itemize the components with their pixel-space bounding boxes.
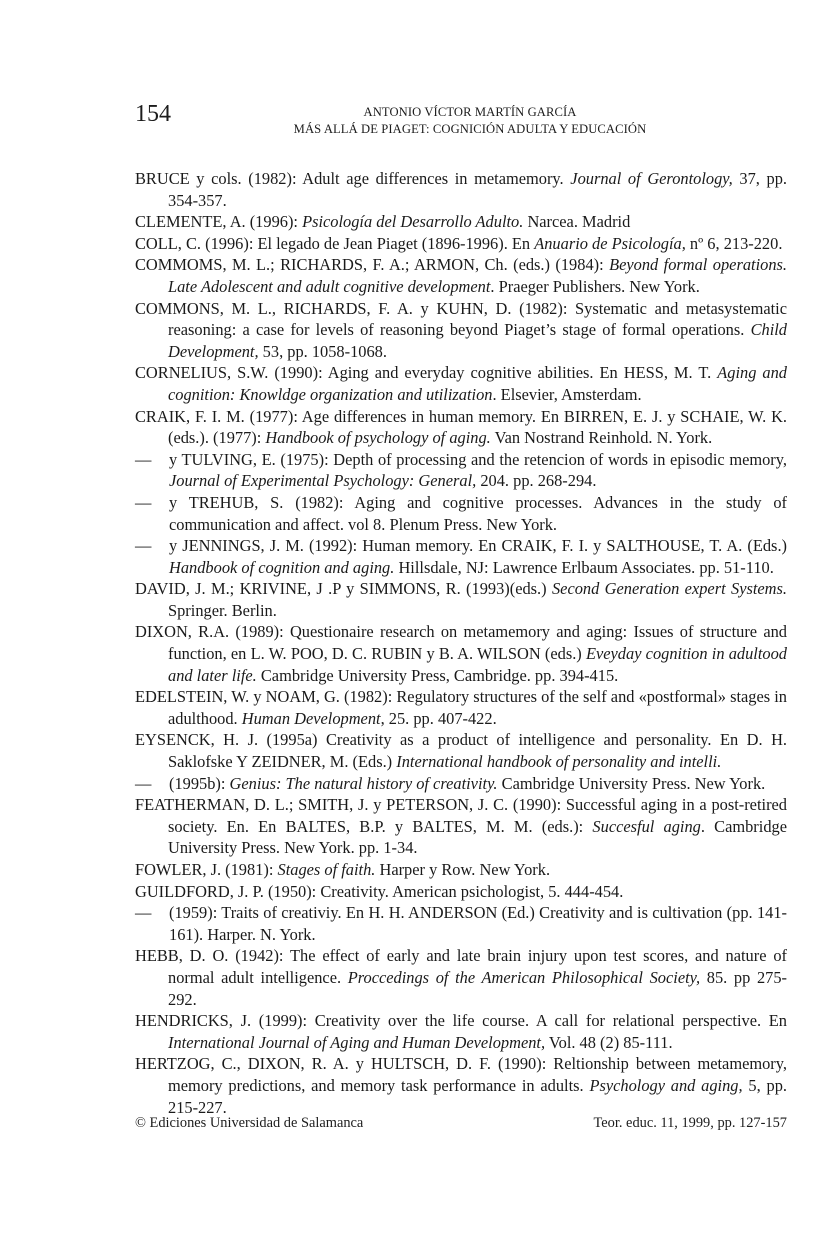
reference-entry bbox=[135, 1010, 787, 1053]
reference-text: FOWLER, J. (1981): bbox=[135, 860, 278, 879]
reference-entry bbox=[135, 859, 787, 881]
reference-text: COMMOMS, M. L.; RICHARDS, F. A.; ARMON, Ch. (eds.) (1984): bbox=[135, 255, 610, 275]
reference-entry bbox=[135, 233, 787, 255]
reference-text: (1995b): bbox=[169, 773, 230, 793]
reference-title-italic: International Journal of Aging and Human Development, bbox=[168, 1032, 546, 1052]
reference-text: CRAIK, F. I. M. (1977): Age differences in human memory. En BIRREN, E. J. y SCHAIE, W. K. (eds.). (1977): bbox=[135, 406, 787, 448]
reference-entry bbox=[135, 686, 787, 729]
reference-text: CORNELIUS, S.W. (1990): Aging and everyday cognitive abilities. En HESS, M. T. bbox=[135, 363, 718, 383]
reference-entry bbox=[135, 298, 787, 363]
reference-text: . Cambridge University Press. New York. pp. 1-34. bbox=[168, 816, 787, 858]
reference-title-italic: Aging and cognition: Knowldge organization and utilization bbox=[168, 363, 787, 404]
reference-title-italic: Handbook of cognition and aging. bbox=[169, 557, 395, 577]
reference-text: Narcea. Madrid bbox=[523, 212, 631, 232]
reference-entry bbox=[135, 881, 787, 903]
running-head-title: MÁS ALLÁ DE PIAGET: COGNICIÓN ADULTA Y EDUCACIÓN bbox=[293, 122, 647, 136]
reference-text: EDELSTEIN, W. y NOAM, G. (1982): Regulatory structures of the self and «postformal» stages in adulthood. bbox=[135, 687, 787, 728]
reference-text: Van Nostrand Reinhold. N. York. bbox=[490, 428, 713, 448]
reference-entry bbox=[135, 621, 787, 686]
reference-text: Springer. Berlin. bbox=[168, 600, 277, 620]
reference-text: COMMONS, M. L., RICHARDS, F. A. y KUHN, D. (1982): Systematic and metasystematic reasoning: a case for levels of reasoning beyond Piaget’s stage of formal operations. bbox=[135, 298, 787, 340]
reference-text: DIXON, R.A. (1989): Questionaire research on metamemory and aging: Issues of structure and function, en L. W. POO, D. C. RUBIN y B. A. WILSON (eds.) bbox=[135, 622, 787, 664]
reference-entry-continuation bbox=[135, 449, 787, 492]
page-footer bbox=[135, 1114, 787, 1132]
reference-entry bbox=[135, 168, 787, 211]
reference-title-italic: Second Generation expert Systems. bbox=[551, 579, 787, 599]
reference-entry bbox=[135, 729, 787, 772]
reference-title-italic: International handbook of personality and intelli. bbox=[396, 752, 722, 772]
reference-text: 53, pp. 1058-1068. bbox=[258, 341, 387, 361]
reference-entry-continuation bbox=[135, 773, 787, 795]
reference-entry bbox=[135, 1053, 787, 1118]
same-author-dash: — bbox=[135, 903, 152, 923]
same-author-dash: — bbox=[135, 492, 152, 512]
reference-text: GUILDFORD, J. P. (1950): Creativity. American psichologist, 5. 444-454. bbox=[135, 881, 624, 901]
reference-title-italic: Stages of faith. bbox=[277, 860, 376, 879]
reference-text: Vol. 48 (2) 85-111. bbox=[545, 1032, 673, 1052]
reference-text: COLL, C. (1996): El legado de Jean Piaget (1896-1996). En bbox=[135, 233, 535, 253]
reference-text: 37, pp. 354-357. bbox=[168, 169, 788, 210]
reference-text: Cambridge University Press. New York. bbox=[497, 773, 766, 793]
reference-text: y TREHUB, S. (1982): Aging and cognitive processes. Advances in the study of communication and affect. vol 8. Plenum Press. New York. bbox=[169, 492, 787, 534]
footer-citation: Teor. educ. 11, 1999, pp. 127-157 bbox=[593, 1115, 787, 1131]
reference-text: 85. pp 275-292. bbox=[168, 967, 788, 1009]
reference-entry bbox=[135, 945, 787, 1010]
reference-text: . Elsevier, Amsterdam. bbox=[492, 384, 642, 404]
reference-title-italic: Genius: The natural history of creativity. bbox=[229, 773, 498, 793]
reference-entry bbox=[135, 794, 787, 859]
reference-title-italic: Beyond formal operations. Late Adolescent and adult cognitive development bbox=[168, 255, 787, 296]
reference-text: FEATHERMAN, D. L.; SMITH, J. y PETERSON, J. C. (1990): Successful aging in a post-retired society. En. En BALTES, B.P. y BALTES, M. M. (eds.): bbox=[135, 795, 787, 836]
reference-entry bbox=[135, 254, 787, 297]
reference-title-italic: Human Development bbox=[241, 708, 381, 728]
reference-title-italic: Journal of Gerontology, bbox=[570, 169, 733, 188]
reference-entry bbox=[135, 211, 787, 233]
reference-title-italic: Eveyday cognition in adultood and later life. bbox=[168, 644, 787, 685]
reference-title-italic: Anuario de Psicología, bbox=[534, 233, 686, 253]
reference-text: nº 6, 213-220. bbox=[685, 233, 783, 253]
same-author-dash: — bbox=[135, 536, 152, 556]
reference-text: DAVID, J. M.; KRIVINE, J .P y SIMMONS, R. (1993)(eds.) bbox=[135, 579, 552, 599]
reference-text: HERTZOG, C., DIXON, R. A. y HULTSCH, D. F. (1990): Reltionship between metamemory, memory predictions, and memory task performance in adults. bbox=[135, 1054, 787, 1095]
reference-entry-continuation bbox=[135, 535, 787, 578]
reference-title-italic: Psychology and aging, bbox=[589, 1075, 743, 1095]
reference-text: y TULVING, E. (1975): Depth of processing and the retencion of words in episodic memory, bbox=[169, 449, 787, 469]
reference-title-italic: Succesful aging bbox=[592, 816, 701, 836]
page-number: 154 bbox=[135, 101, 171, 127]
reference-text: EYSENCK, H. J. (1995a) Creativity as a product of intelligence and personality. En D. H. Saklofske Y ZEIDNER, M. (Eds.) bbox=[135, 730, 787, 772]
reference-entry bbox=[135, 362, 787, 405]
running-head bbox=[130, 104, 810, 138]
reference-text: 204. pp. 268-294. bbox=[476, 471, 597, 491]
reference-text: Hillsdale, NJ: Lawrence Erlbaum Associates. pp. 51-110. bbox=[394, 557, 774, 577]
reference-title-italic: Psicología del Desarrollo Adulto. bbox=[302, 212, 524, 232]
reference-entry bbox=[135, 578, 787, 621]
running-head-author: ANTONIO VÍCTOR MARTÍN GARCÍA bbox=[363, 105, 577, 119]
reference-title-italic: Handbook of psychology of aging. bbox=[265, 428, 491, 448]
reference-text: CLEMENTE, A. (1996): bbox=[135, 212, 303, 232]
reference-text: Cambridge University Press, Cambridge. pp. 394-415. bbox=[256, 665, 619, 685]
reference-text: HENDRICKS, J. (1999): Creativity over the life course. A call for relational perspective. En bbox=[135, 1011, 787, 1031]
reference-text: Harper y Row. New York. bbox=[375, 860, 551, 879]
same-author-dash: — bbox=[135, 773, 152, 793]
reference-list bbox=[135, 168, 787, 1118]
reference-text: (1959): Traits of creativiy. En H. H. ANDERSON (Ed.) Creativity and is cultivation (pp. 141-161). Harper. N. York. bbox=[169, 903, 787, 944]
reference-text: HEBB, D. O. (1942): The effect of early and late brain injury upon test scores, and nature of normal adult intelligence. bbox=[135, 946, 787, 987]
same-author-dash: — bbox=[135, 449, 152, 469]
footer-publisher: © Ediciones Universidad de Salamanca bbox=[135, 1115, 364, 1131]
reference-text: 5, pp. 215-227. bbox=[168, 1075, 787, 1117]
reference-title-italic: Proccedings of the American Philosophical Society, bbox=[347, 967, 701, 987]
reference-title-italic: Journal of Experimental Psychology: General, bbox=[169, 471, 477, 491]
reference-text: , 25. pp. 407-422. bbox=[380, 708, 497, 728]
reference-title-italic: Child Development, bbox=[168, 320, 787, 361]
reference-entry-continuation bbox=[135, 902, 787, 945]
reference-text: . Praeger Publishers. New York. bbox=[490, 276, 700, 296]
reference-entry bbox=[135, 406, 787, 449]
reference-text: BRUCE y cols. (1982): Adult age differences in metamemory. bbox=[135, 169, 571, 188]
reference-entry-continuation bbox=[135, 492, 787, 535]
reference-text: y JENNINGS, J. M. (1992): Human memory. En CRAIK, F. I. y SALTHOUSE, T. A. (Eds.) bbox=[169, 536, 787, 556]
